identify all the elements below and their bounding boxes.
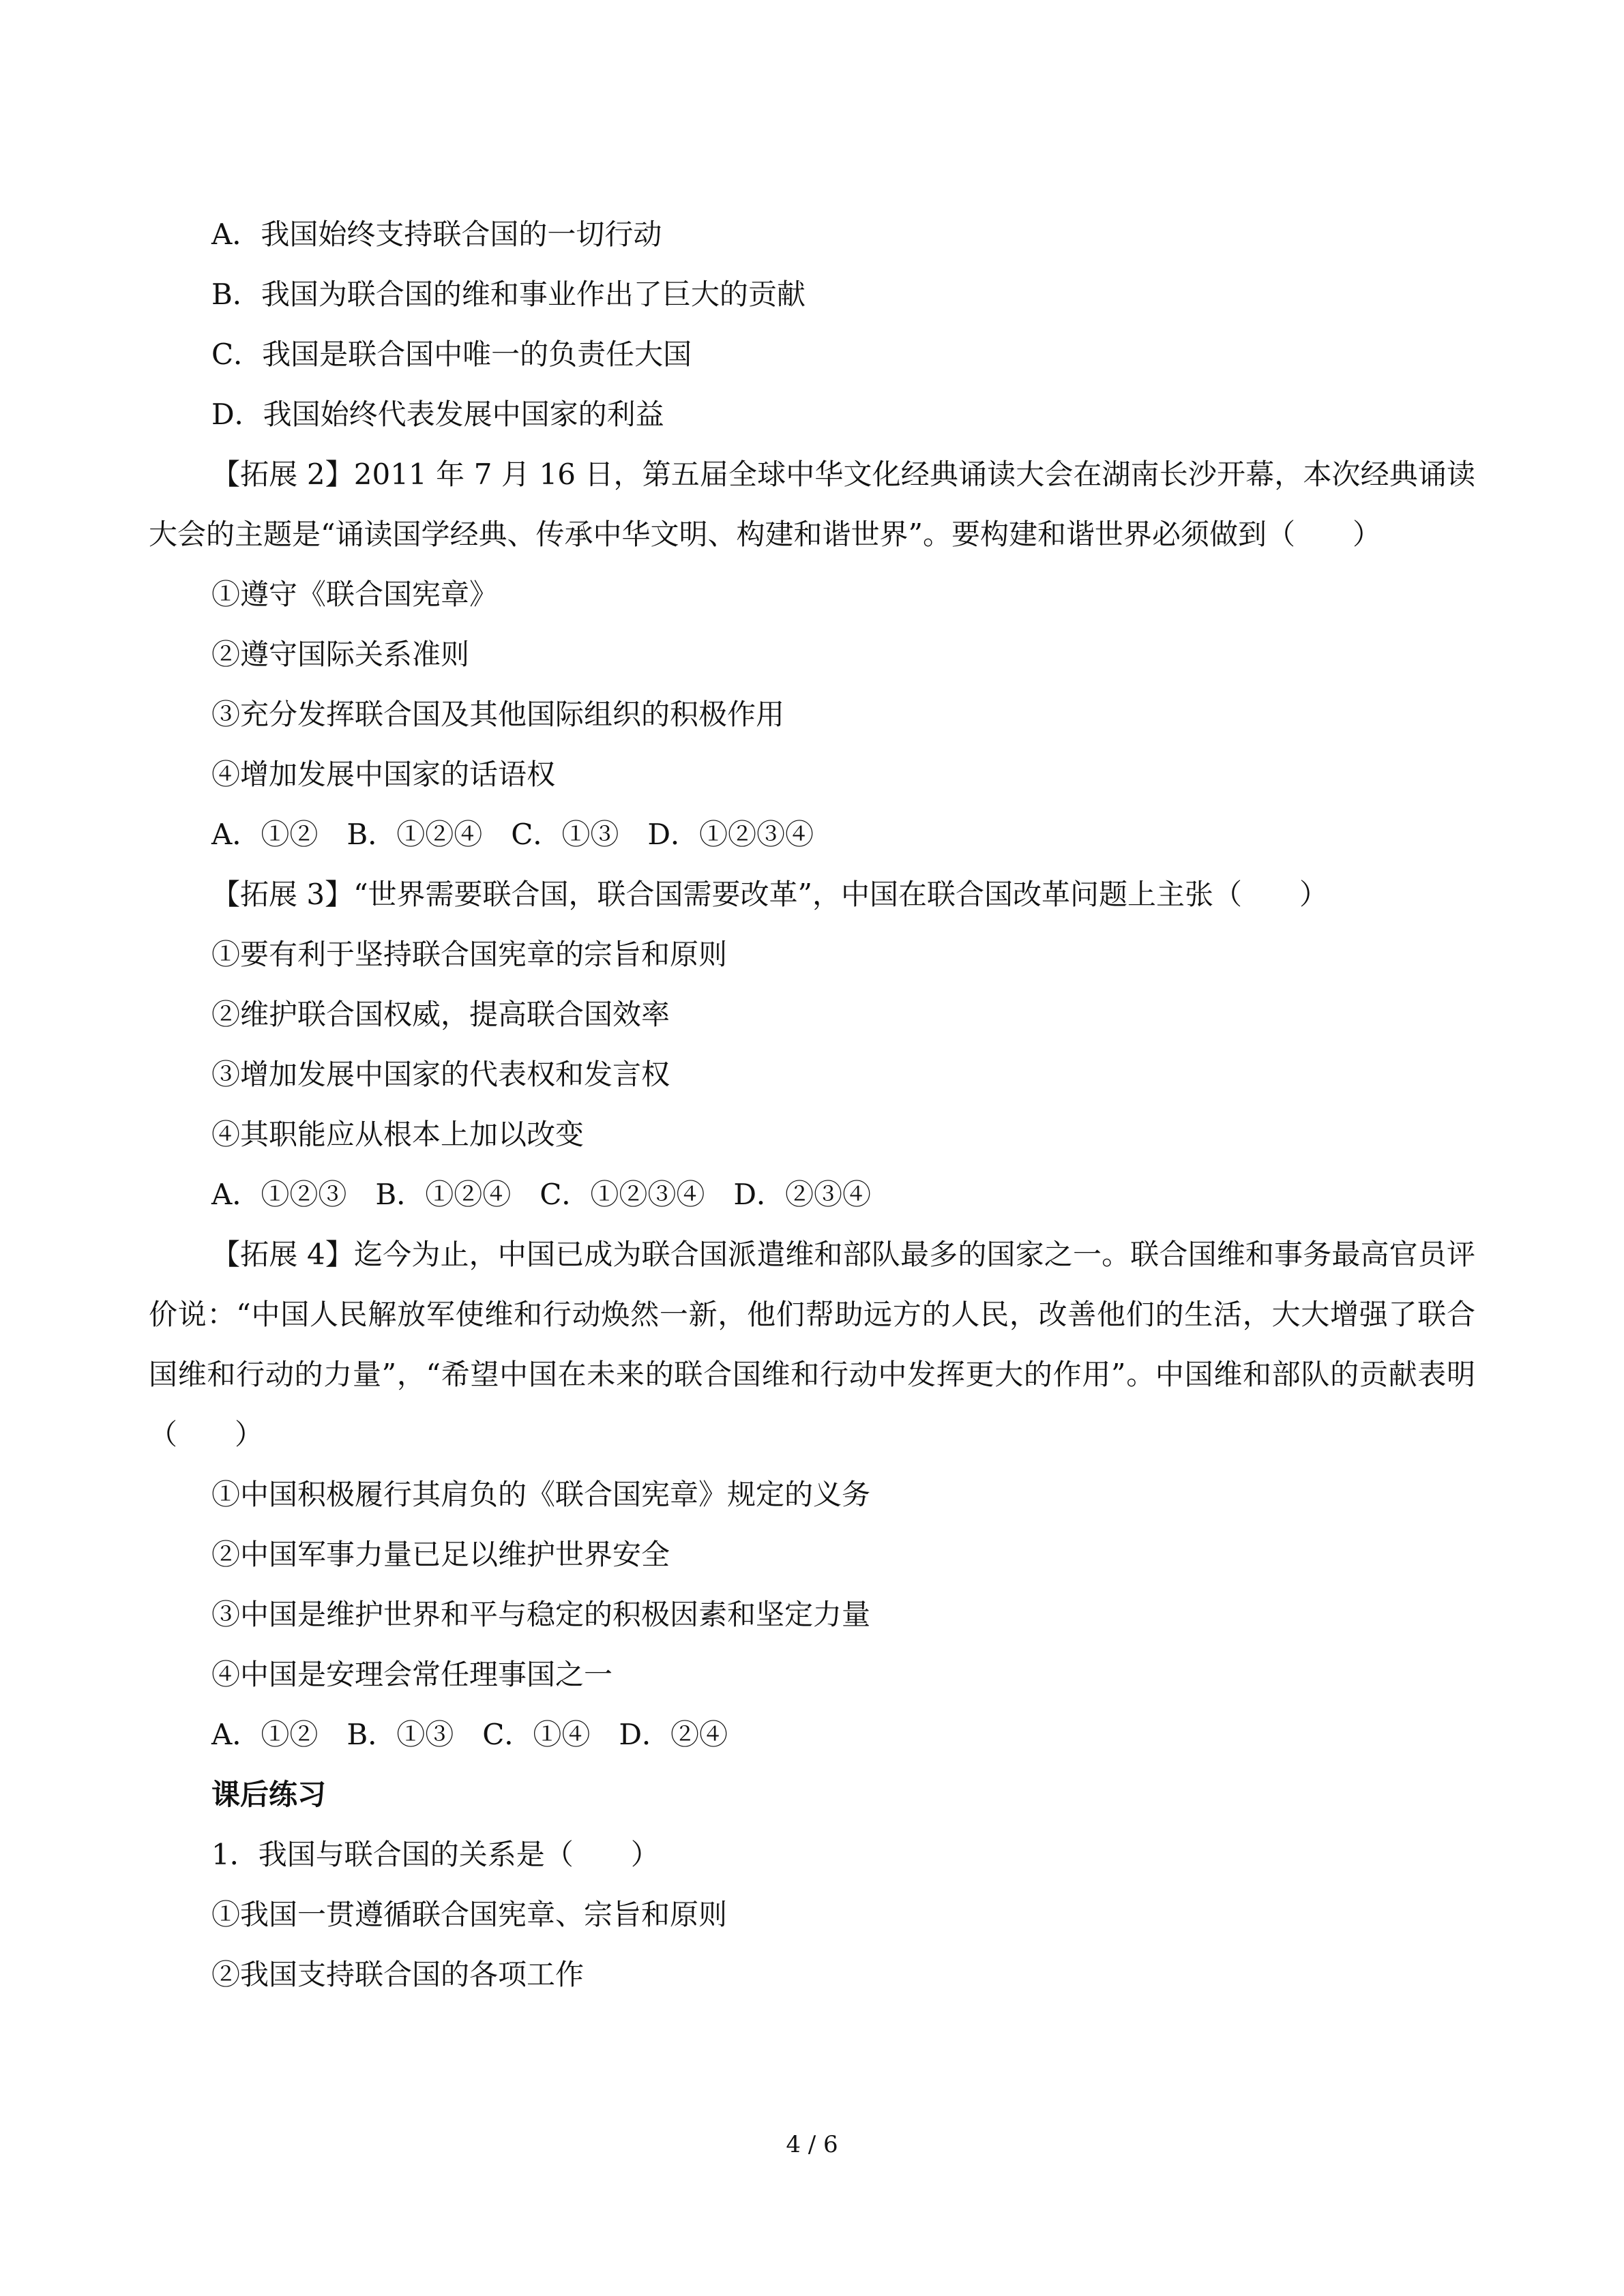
homework-statement-1: ①我国一贯遵循联合国宪章、宗旨和原则 xyxy=(211,1898,728,1931)
extension-2-statement-2: ②遵守国际关系准则 xyxy=(211,638,470,671)
homework-question-1: 1．我国与联合国的关系是（ ） xyxy=(211,1838,660,1871)
homework-statement-2: ②我国支持联合国的各项工作 xyxy=(211,1958,585,1991)
extension-3-statement-4: ④其职能应从根本上加以改变 xyxy=(211,1118,585,1151)
extension-2-choices: A．①② B．①②④ C．①③ D．①②③④ xyxy=(211,818,814,851)
answer-option-b: B．我国为联合国的维和事业作出了巨大的贡献 xyxy=(211,278,806,311)
extension-2-statement-4: ④增加发展中国家的话语权 xyxy=(211,758,556,791)
extension-3-question: 【拓展 3】“世界需要联合国，联合国需要改革”，中国在联合国改革问题上主张（ ） xyxy=(211,878,1329,911)
extension-4-question: 【拓展 4】迄今为止，中国已成为联合国派遣维和部队最多的国家之一。联合国维和事务最高官员评价说：“中国人民解放军使维和行动焕然一新，他们帮助远方的人民，改善他们的生活，大大增强了联合国维和行动的力量”，“希望中国在未来的联合国维和行动中发挥更大的作用”。中国维和部队的贡献表明（ ） xyxy=(149,1238,1475,1451)
extension-4-statement-1: ①中国积极履行其肩负的《联合国宪章》规定的义务 xyxy=(211,1478,871,1511)
extension-4-statement-4: ④中国是安理会常任理事国之一 xyxy=(211,1658,613,1691)
answer-option-a: A．我国始终支持联合国的一切行动 xyxy=(211,218,662,251)
document-body xyxy=(149,205,1475,2005)
extension-3-choices: A．①②③ B．①②④ C．①②③④ D．②③④ xyxy=(211,1178,872,1211)
extension-2-statement-1: ①遵守《联合国宪章》 xyxy=(211,578,499,611)
extension-3-statement-2: ②维护联合国权威，提高联合国效率 xyxy=(211,998,670,1031)
extension-3-statement-1: ①要有利于坚持联合国宪章的宗旨和原则 xyxy=(211,938,728,971)
page-number: 4 / 6 xyxy=(786,2131,838,2158)
answer-option-c: C．我国是联合国中唯一的负责任大国 xyxy=(211,338,692,371)
section-heading-homework: 课后练习 xyxy=(211,1778,327,1811)
extension-4-statement-2: ②中国军事力量已足以维护世界安全 xyxy=(211,1538,670,1571)
extension-2-statement-3: ③充分发挥联合国及其他国际组织的积极作用 xyxy=(211,698,785,731)
extension-2-question: 【拓展 2】2011 年 7 月 16 日，第五届全球中华文化经典诵读大会在湖南长沙开幕，本次经典诵读大会的主题是“诵读国学经典、传承中华文明、构建和谐世界”。要构建和谐世界必须做到（ ） xyxy=(149,458,1475,551)
answer-option-d: D．我国始终代表发展中国家的利益 xyxy=(211,398,664,431)
extension-3-statement-3: ③增加发展中国家的代表权和发言权 xyxy=(211,1058,670,1091)
extension-4-choices: A．①② B．①③ C．①④ D．②④ xyxy=(211,1718,728,1751)
extension-4-statement-3: ③中国是维护世界和平与稳定的积极因素和坚定力量 xyxy=(211,1598,871,1631)
